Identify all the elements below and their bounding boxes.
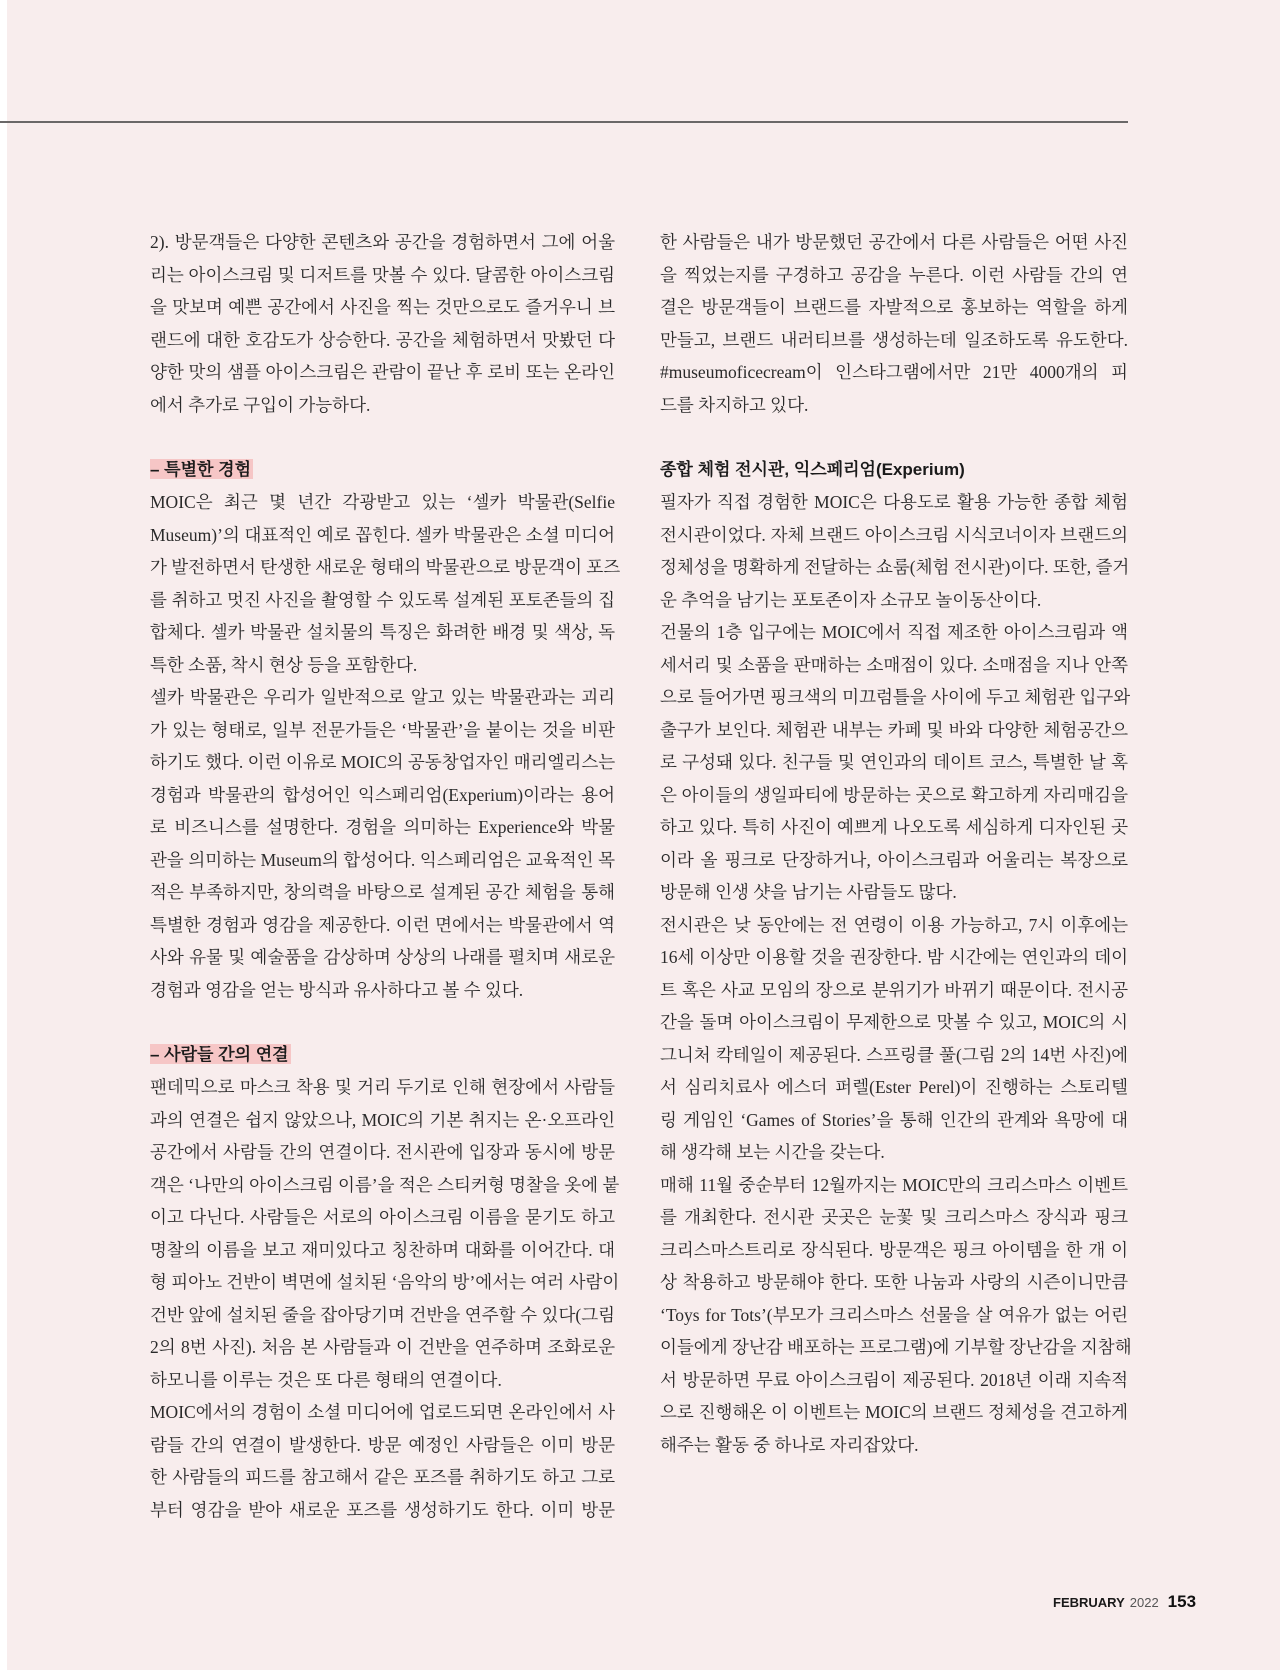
- text-line: 서 심리치료사 에스더 퍼렐(Ester Perel)이 진행하는 스토리텔: [660, 1077, 1128, 1097]
- section-spacer: [150, 421, 615, 454]
- text-line: 16세 이상만 이용할 것을 권장한다. 밤 시간에는 연인과의 데이: [660, 947, 1128, 967]
- paragraph: [150, 1396, 615, 1526]
- text-line: 크리스마스트리로 장식된다. 방문객은 핑크 아이템을 한 개 이: [660, 1239, 1128, 1260]
- text-line: 은 아이들의 생일파티에 방문하는 곳으로 확고하게 자리매김을: [660, 784, 1128, 805]
- text-line: 간을 돌며 아이스크림이 무제한으로 맛볼 수 있고, MOIC의 시: [660, 1012, 1128, 1032]
- text-line: 셀카 박물관은 우리가 일반적으로 알고 있는 박물관과는 괴리: [150, 687, 615, 707]
- text-line: 하고 있다. 특히 사진이 예쁘게 나오도록 세심하게 디자인된 곳: [660, 817, 1128, 837]
- text-line: 만들고, 브랜드 내러티브를 생성하는데 일조하도록 유도한다.: [660, 329, 1128, 350]
- text-line: 정체성을 명확하게 전달하는 쇼룸(체험 전시관)이다. 또한, 즐거: [660, 557, 1130, 577]
- text-line: 출구가 보인다. 체험관 내부는 카페 및 바와 다양한 체험공간으: [660, 719, 1128, 740]
- footer-month: FEBRUARY: [1053, 1595, 1125, 1610]
- text-line: 트 혹은 사교 모임의 장으로 분위기가 바뀌기 때문이다. 전시공: [660, 979, 1128, 1000]
- text-line: 가 발전하면서 탄생한 새로운 형태의 박물관으로 방문객이 포즈: [150, 557, 621, 577]
- paragraph: [150, 681, 615, 1006]
- section-spacer: [150, 1006, 615, 1039]
- text-line: MOIC은 최근 몇 년간 각광받고 있는 ‘셀카 박물관(Selfie: [150, 492, 615, 512]
- text-line: 건물의 1층 입구에는 MOIC에서 직접 제조한 아이스크림과 액: [660, 622, 1128, 642]
- text-line: 한 사람들은 내가 방문했던 공간에서 다른 사람들은 어떤 사진: [660, 232, 1128, 252]
- text-line: 매해 11월 중순부터 12월까지는 MOIC만의 크리스마스 이벤트: [660, 1174, 1128, 1195]
- text-line: 람들 간의 연결이 발생한다. 방문 예정인 사람들은 이미 방문: [150, 1434, 615, 1455]
- text-line: 공간에서 사람들 간의 연결이다. 전시관에 입장과 동시에 방문: [150, 1142, 615, 1162]
- text-line: 을 찍었는지를 구경하고 공감을 누른다. 이런 사람들 간의 연: [660, 264, 1128, 285]
- section-spacer: [660, 421, 1128, 454]
- text-line: 랜드에 대한 호감도가 상승한다. 공간을 체험하면서 맛봤던 다: [150, 329, 615, 350]
- text-line: MOIC에서의 경험이 소셜 미디어에 업로드되면 온라인에서 사: [150, 1402, 615, 1422]
- text-line: 양한 맛의 샘플 아이스크림은 관람이 끝난 후 로비 또는 온라인: [150, 362, 615, 382]
- page-footer: [1053, 1592, 1196, 1612]
- right-column: [660, 226, 1132, 1461]
- text-line: 운 추억을 남기는 포토존이자 소규모 놀이동산이다.: [660, 589, 1042, 610]
- paragraph: [660, 616, 1131, 909]
- text-line: 관을 의미하는 Museum의 합성어다. 익스페리엄은 교육적인 목: [150, 849, 615, 870]
- text-line: 명찰의 이름을 보고 재미있다고 칭찬하며 대화를 이어간다. 대: [150, 1239, 615, 1260]
- text-line: 건반 앞에 설치된 줄을 잡아당기며 건반을 연주할 수 있다(그림: [150, 1304, 615, 1325]
- text-line: 필자가 직접 경험한 MOIC은 다용도로 활용 가능한 종합 체험: [660, 492, 1128, 512]
- text-line: 이라 올 핑크로 단장하거나, 아이스크림과 어울리는 복장으로: [660, 849, 1128, 870]
- text-line: #museumoficecream이 인스타그램에서만 21만 4000개의 피: [660, 362, 1128, 382]
- text-line: 를 취하고 멋진 사진을 촬영할 수 있도록 설계된 포토존들의 집: [150, 589, 615, 610]
- text-line: 부터 영감을 받아 새로운 포즈를 생성하기도 한다. 이미 방문: [150, 1499, 615, 1520]
- text-line: 경험과 박물관의 합성어인 익스페리엄(Experium)이라는 용어: [150, 784, 615, 805]
- text-line: 으로 들어가면 핑크색의 미끄럼틀을 사이에 두고 체험관 입구와: [660, 687, 1131, 707]
- paragraph: [660, 226, 1128, 421]
- text-line: 드를 차지하고 있다.: [660, 394, 809, 415]
- text-line: 링 게임인 ‘Games of Stories’을 통해 인간의 관계와 욕망에 대: [660, 1109, 1128, 1130]
- text-line: 적은 부족하지만, 창의력을 바탕으로 설계된 공간 체험을 통해: [150, 882, 615, 902]
- text-line: 그니처 칵테일이 제공된다. 스프링클 풀(그림 2의 14번 사진)에: [660, 1044, 1128, 1065]
- text-line: 상 착용하고 방문해야 한다. 또한 나눔과 사랑의 시즌이니만큼: [660, 1272, 1128, 1292]
- text-line: 이고 다닌다. 사람들은 서로의 아이스크림 이름을 묻기도 하고: [150, 1207, 615, 1227]
- text-line: 으로 진행해온 이 이벤트는 MOIC의 브랜드 정체성을 견고하게: [660, 1402, 1128, 1422]
- text-line: 하모니를 이루는 것은 또 다른 형태의 연결이다.: [150, 1369, 502, 1390]
- text-line: 한 사람들의 피드를 참고해서 같은 포즈를 취하기도 하고 그로: [150, 1467, 615, 1487]
- text-line: 전시관은 낮 동안에는 전 연령이 이용 가능하고, 7시 이후에는: [660, 914, 1128, 935]
- text-line: 를 개최한다. 전시관 곳곳은 눈꽃 및 크리스마스 장식과 핑크: [660, 1207, 1128, 1227]
- text-line: 가 있는 형태로, 일부 전문가들은 ‘박물관’을 붙이는 것을 비판: [150, 719, 615, 740]
- text-line: ‘Toys for Tots’(부모가 크리스마스 선물을 살 여유가 없는 어린: [660, 1304, 1128, 1325]
- text-line: 해주는 활동 중 하나로 자리잡았다.: [660, 1434, 919, 1455]
- paragraph: [660, 486, 1128, 616]
- text-line: Museum)’의 대표적인 예로 꼽힌다. 셀카 박물관은 소셜 미디어: [150, 524, 615, 545]
- text-line: 특별한 경험과 영감을 제공한다. 이런 면에서는 박물관에서 역: [150, 914, 615, 935]
- text-line: 방문해 인생 샷을 남기는 사람들도 많다.: [660, 882, 957, 902]
- text-line: 과의 연결은 쉽지 않았으나, MOIC의 기본 취지는 온·오프라인: [150, 1109, 615, 1130]
- text-line: 이들에게 장난감 배포하는 프로그램)에 기부할 장난감을 지참해: [660, 1337, 1132, 1357]
- text-line: 로 구성돼 있다. 친구들 및 연인과의 데이트 코스, 특별한 날 혹: [660, 752, 1128, 772]
- text-line: 2의 8번 사진). 처음 본 사람들과 이 건반을 연주하며 조화로운: [150, 1337, 615, 1357]
- text-line: 팬데믹으로 마스크 착용 및 거리 두기로 인해 현장에서 사람들: [150, 1077, 615, 1097]
- section-heading: [660, 454, 1128, 487]
- left-column: [150, 226, 621, 1526]
- section-heading: [150, 454, 615, 487]
- page-number: 153: [1167, 1592, 1197, 1611]
- text-line: 을 맛보며 예쁜 공간에서 사진을 찍는 것만으로도 즐거우니 브: [150, 297, 615, 317]
- text-line: 결은 방문객들이 브랜드를 자발적으로 홍보하는 역할을 하게: [660, 297, 1128, 317]
- text-line: 로 비즈니스를 설명한다. 경험을 의미하는 Experience와 박물: [150, 817, 615, 837]
- text-line: 세서리 및 소품을 판매하는 소매점이 있다. 소매점을 지나 안쪽: [660, 654, 1128, 675]
- text-line: 에서 추가로 구입이 가능하다.: [150, 394, 371, 415]
- paragraph: [150, 486, 621, 681]
- header-rule: [0, 121, 1128, 123]
- page-margin-strip: [0, 0, 7, 1670]
- section-heading-text: – 특별한 경험: [150, 459, 252, 479]
- text-line: 2). 방문객들은 다양한 콘텐츠와 공간을 경험하면서 그에 어울: [150, 232, 615, 252]
- text-line: 합체다. 셀카 박물관 설치물의 특징은 화려한 배경 및 색상, 독: [150, 622, 615, 642]
- footer-year: 2022: [1129, 1595, 1159, 1610]
- text-line: 전시관이었다. 자체 브랜드 아이스크림 시식코너이자 브랜드의: [660, 524, 1128, 545]
- text-line: 해 생각해 보는 시간을 갖는다.: [660, 1142, 885, 1162]
- paragraph: [150, 1071, 620, 1396]
- section-heading-text: 종합 체험 전시관, 익스페리엄(Experium): [660, 459, 965, 479]
- text-line: 리는 아이스크림 및 디저트를 맛볼 수 있다. 달콤한 아이스크림: [150, 264, 615, 285]
- paragraph: [660, 1169, 1132, 1462]
- text-line: 서 방문하면 무료 아이스크림이 제공된다. 2018년 이래 지속적: [660, 1369, 1128, 1390]
- text-line: 특한 소품, 착시 현상 등을 포함한다.: [150, 654, 418, 675]
- paragraph: [150, 226, 615, 421]
- text-line: 하기도 했다. 이런 이유로 MOIC의 공동창업자인 매리엘리스는: [150, 752, 616, 772]
- section-heading-text: – 사람들 간의 연결: [150, 1044, 289, 1064]
- text-line: 형 피아노 건반이 벽면에 설치된 ‘음악의 방’에서는 여러 사람이: [150, 1272, 620, 1292]
- text-line: 경험과 영감을 얻는 방식과 유사하다고 볼 수 있다.: [150, 979, 524, 1000]
- section-heading: [150, 1039, 615, 1072]
- text-line: 객은 ‘나만의 아이스크림 이름’을 적은 스티커형 명찰을 옷에 붙: [150, 1174, 620, 1195]
- text-line: 사와 유물 및 예술품을 감상하며 상상의 나래를 펼치며 새로운: [150, 947, 615, 967]
- paragraph: [660, 909, 1128, 1169]
